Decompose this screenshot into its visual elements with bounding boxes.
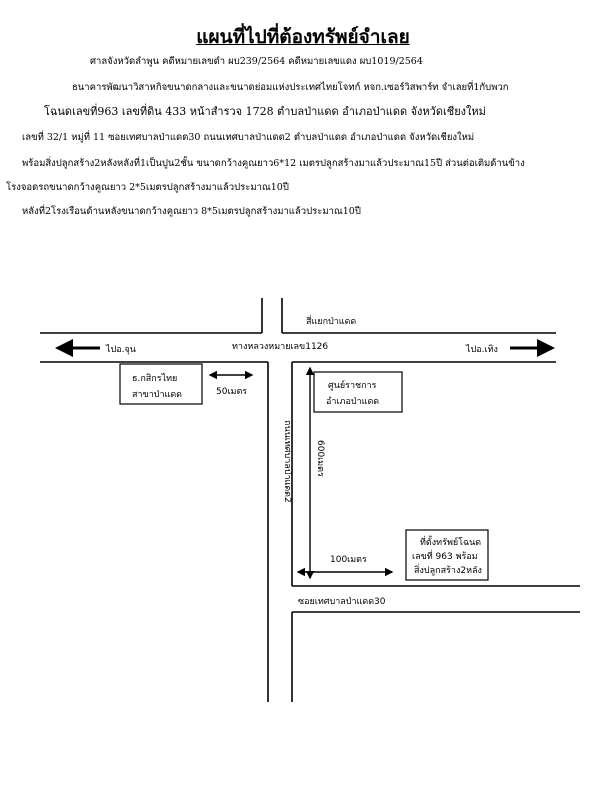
intersection-label: สี่แยกป่าแดด <box>306 317 357 327</box>
bank-label-line1: ธ.กสิกรไทย <box>132 374 178 384</box>
side-road-label: ถนนเทศบาลป่าแดด2 <box>282 420 292 503</box>
property-label-line3: สิ่งปลูกสร้าง2หลัง <box>414 566 482 576</box>
distance-100-label: 100เมตร <box>330 555 367 565</box>
to-thoeng-label: ไปอ.เทิง <box>466 345 498 355</box>
bank-label-line2: สาขาป่าแดด <box>132 390 183 400</box>
to-chun-label: ไปอ.จุน <box>106 345 136 355</box>
building2-line: หลังที่2โรงเรือนด้านหลังขนาดกว้างคูณยาว 8*5เมตรปลูกสร้างมาแล้วประมาณ10ปี <box>22 206 361 217</box>
government-center-line2: อำเภอป่าแดด <box>326 397 380 407</box>
address-line: เลขที่ 32/1 หมู่ที่ 11 ซอยเทศบาลป่าแดด30 ถนนเทศบาลป่าแดด2 ตำบลป่าแดด อำเภอป่าแดด จังหวัดเชียงใหม่ <box>22 132 475 143</box>
government-center-line1: ศูนย์ราชการ <box>328 381 377 391</box>
deed-line: โฉนดเลขที่963 เลขที่ดิน 433 หน้าสำรวจ 1728 ตำบลป่าแดด อำเภอป่าแดด จังหวัดเชียงใหม่ <box>44 105 486 118</box>
page-title: แผนที่ไปที่ต้องทรัพย์จำเลย <box>196 26 410 48</box>
building1-line: พร้อมสิ่งปลูกสร้าง2หลังหลังที่1เป็นปูน2ชั้น ขนาดกว้างคูณยาว6*12 เมตรปลูกสร้างมาแล้วประมาณ15ปี ส่วนต่อเติมด้านข้าง <box>22 158 525 169</box>
distance-600-label: 600เมตร <box>315 440 325 477</box>
property-label-line2: เลขที่ 963 พร้อม <box>412 552 478 562</box>
carport-line: โรงจอดรถขนาดกว้างคูณยาว 2*5เมตรปลูกสร้างมาแล้วประมาณ10ปี <box>6 182 289 193</box>
soi-label: ซอยเทศบาลป่าแดด30 <box>298 597 386 607</box>
parties-line: ธนาคารพัฒนาวิสาหกิจขนาดกลางและขนาดย่อมแห่งประเทศไทยโจทก์ หจก.เซอร์วิสพาร์ท จำเลยที่1กับพวก <box>72 82 509 93</box>
main-road-label: ทางหลวงหมายเลข1126 <box>232 342 329 352</box>
distance-50-label: 50เมตร <box>216 387 248 397</box>
court-case-line: ศาลจังหวัดลำพูน คดีหมายเลขดำ ผบ239/2564 คดีหมายเลขแดง ผบ1019/2564 <box>90 56 423 67</box>
side-road <box>268 362 292 702</box>
property-label-line1: ที่ตั้งทรัพย์โฉนด <box>420 538 482 548</box>
